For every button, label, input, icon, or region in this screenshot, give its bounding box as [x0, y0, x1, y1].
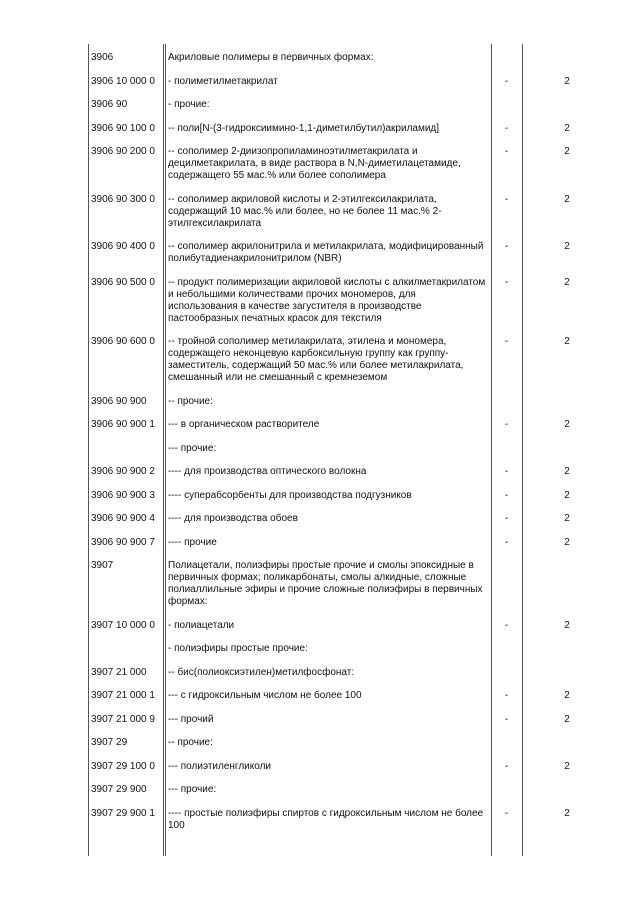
duty-rate-cell: 2 — [564, 419, 570, 430]
code-cell: 3906 90 400 0 — [91, 241, 155, 252]
duty-rate-cell: 2 — [564, 241, 570, 252]
table-row — [88, 778, 612, 802]
description-cell: -- сополимер 2-диизопропиламиноэтилметакрилата и децилметакрилата, в виде раствора в N,N-диметилацетамиде, содержащего 55 мас.% или более сополимера — [168, 146, 461, 181]
table-row — [88, 755, 612, 779]
column3-cell — [491, 643, 522, 655]
column3-cell: - — [504, 419, 509, 430]
table-row — [88, 93, 612, 117]
duty-rate-cell: 2 — [564, 760, 570, 772]
column3-cell — [491, 560, 522, 608]
table-row — [88, 140, 612, 188]
description-cell: ---- прочие — [168, 536, 217, 548]
table-row — [88, 70, 612, 94]
duty-rate-cell: 2 — [564, 807, 570, 819]
description-cell: ---- для производства оптического волокна — [168, 466, 367, 477]
duty-rate-cell: 2 — [564, 122, 570, 134]
duty-rate-cell: 2 — [564, 336, 570, 347]
code-cell: 3906 90 500 0 — [91, 276, 155, 288]
description-cell: --- в органическом растворителе — [168, 419, 320, 430]
table-row — [88, 484, 612, 508]
code-cell: 3906 90 300 0 — [91, 193, 155, 205]
table-row — [88, 614, 612, 638]
column3-cell — [491, 52, 522, 64]
duty-rate-cell: 2 — [564, 713, 570, 725]
table-row — [88, 460, 612, 484]
table-row — [88, 437, 612, 461]
table-row — [88, 235, 612, 271]
column3-cell: - — [504, 241, 509, 252]
tariff-table — [88, 46, 612, 837]
description-cell: --- прочие: — [168, 442, 217, 454]
duty-rate-cell — [522, 443, 612, 455]
code-cell: 3906 90 900 2 — [91, 466, 155, 477]
column3-cell — [491, 99, 522, 111]
column3-cell — [491, 396, 522, 408]
description-cell: -- прочие: — [168, 395, 213, 407]
description-cell: Полиацетали, полиэфиры простые прочие и смолы эпоксидные в первичных формах; поликарбонаты, смолы алкидные, сложные полиаллильные эфиры и прочие сложные полиэфиры в первичных формах: — [168, 560, 483, 607]
description-cell: ---- суперабсорбенты для производства подгузников — [168, 489, 412, 501]
code-cell: 3906 — [91, 52, 114, 63]
column3-cell: - — [504, 807, 509, 819]
duty-rate-cell: 2 — [564, 513, 570, 524]
description-cell: ---- для производства обоев — [168, 513, 298, 524]
description-cell: --- полиэтиленгликоли — [168, 760, 272, 772]
code-cell: 3906 90 900 3 — [91, 489, 155, 501]
duty-rate-cell: 2 — [564, 146, 570, 157]
code-cell: 3907 29 — [91, 737, 128, 748]
duty-rate-cell — [522, 737, 612, 749]
table-row — [88, 661, 612, 685]
column3-cell: - — [504, 713, 509, 725]
code-cell: 3906 90 900 — [91, 395, 147, 407]
code-cell: 3906 90 600 0 — [91, 336, 155, 347]
duty-rate-cell — [522, 560, 612, 608]
table-row — [88, 731, 612, 755]
table-row — [88, 271, 612, 331]
column3-cell — [491, 443, 522, 455]
column3-cell: - — [504, 619, 509, 631]
code-cell: 3906 90 — [91, 99, 128, 110]
description-cell: -- тройной сополимер метилакрилата, этилена и мономера, содержащего неконцевую карбоксильную группу как группу-заместитель, содержащий 50 мас.% или более метилакрилата, смешанный или не смешанный с кремнеземом — [168, 336, 464, 383]
column3-cell: - — [504, 193, 509, 205]
duty-rate-cell: 2 — [564, 276, 570, 288]
duty-rate-cell — [522, 643, 612, 655]
description-cell: - полиэфиры простые прочие: — [168, 643, 308, 654]
code-cell: 3907 29 100 0 — [91, 760, 155, 772]
table-row — [88, 708, 612, 732]
duty-rate-cell — [522, 784, 612, 796]
table-row — [88, 531, 612, 555]
code-cell: 3907 10 000 0 — [91, 619, 155, 631]
code-cell: 3907 29 900 — [91, 784, 147, 795]
code-cell: 3906 10 000 0 — [91, 75, 155, 87]
code-cell: 3907 21 000 — [91, 666, 147, 678]
description-cell: - полиацетали — [168, 619, 235, 631]
description-cell: --- прочие: — [168, 784, 217, 795]
duty-rate-cell: 2 — [564, 466, 570, 477]
code-cell: 3907 29 900 1 — [91, 807, 155, 819]
description-cell: - прочие: — [168, 99, 210, 110]
column3-cell: - — [504, 122, 509, 134]
duty-rate-cell — [522, 396, 612, 408]
column3-cell — [491, 784, 522, 796]
table-row — [88, 637, 612, 661]
duty-rate-cell — [522, 667, 612, 679]
code-cell: 3907 21 000 1 — [91, 690, 155, 701]
duty-rate-cell: 2 — [564, 75, 570, 87]
code-cell: 3906 90 900 1 — [91, 419, 155, 430]
description-cell: -- сополимер акриловой кислоты и 2-этилгексилакрилата, содержащий 10 мас.% или более, но не более 11 мас.% 2-этилгексилакрилата — [168, 193, 442, 229]
table-row — [88, 802, 612, 838]
duty-rate-cell: 2 — [564, 193, 570, 205]
table-row — [88, 330, 612, 390]
code-cell: 3907 21 000 9 — [91, 713, 155, 725]
duty-rate-cell: 2 — [564, 536, 570, 548]
code-cell: 3907 — [91, 560, 114, 571]
code-cell — [88, 643, 164, 655]
duty-rate-cell — [522, 99, 612, 111]
code-cell: 3906 90 900 4 — [91, 513, 155, 524]
description-cell: - полиметилметакрилат — [168, 75, 278, 87]
code-cell: 3906 90 200 0 — [91, 146, 155, 157]
table-row — [88, 390, 612, 414]
description-cell: -- прочие: — [168, 737, 213, 748]
description-cell: --- прочий — [168, 713, 214, 725]
description-cell: -- сополимер акрилонитрила и метилакрилата, модифицированный полибутадиенакрилонитрилом (NBR) — [168, 241, 484, 264]
column3-cell — [491, 667, 522, 679]
column3-cell: - — [504, 75, 509, 87]
description-cell: -- поли[N-(3-гидроксиимино-1,1-диметилбутил)акриламид] — [168, 122, 440, 134]
code-cell: 3906 90 100 0 — [91, 122, 155, 134]
column3-cell: - — [504, 466, 509, 477]
code-cell — [88, 443, 164, 455]
table-row — [88, 188, 612, 236]
description-cell: -- бис(полиоксиэтилен)метилфосфонат: — [168, 666, 355, 678]
table-row — [88, 117, 612, 141]
description-cell: Акриловые полимеры в первичных формах: — [168, 52, 374, 63]
column3-cell: - — [504, 760, 509, 772]
duty-rate-cell: 2 — [564, 619, 570, 631]
column3-cell: - — [504, 536, 509, 548]
table-row — [88, 413, 612, 437]
column3-cell: - — [504, 690, 509, 701]
table-row — [88, 554, 612, 614]
column3-cell: - — [504, 489, 509, 501]
column3-cell — [491, 737, 522, 749]
duty-rate-cell: 2 — [564, 690, 570, 701]
description-cell: --- с гидроксильным числом не более 100 — [168, 690, 362, 701]
column3-cell: - — [504, 276, 509, 288]
table-row — [88, 684, 612, 708]
table-row — [88, 507, 612, 531]
column3-cell: - — [504, 146, 509, 157]
duty-rate-cell: 2 — [564, 489, 570, 501]
code-cell: 3906 90 900 7 — [91, 536, 155, 548]
duty-rate-cell — [522, 52, 612, 64]
table-row — [88, 46, 612, 70]
column3-cell: - — [504, 336, 509, 347]
description-cell: -- продукт полимеризации акриловой кислоты с алкилметакрилатом и небольшими количествами прочих мономеров, для использования в качестве загустителя в производстве пастообразных печатных красок для текстиля — [168, 276, 486, 324]
description-cell: ---- простые полиэфиры спиртов с гидроксильным числом не более 100 — [168, 807, 484, 831]
column3-cell: - — [504, 513, 509, 524]
